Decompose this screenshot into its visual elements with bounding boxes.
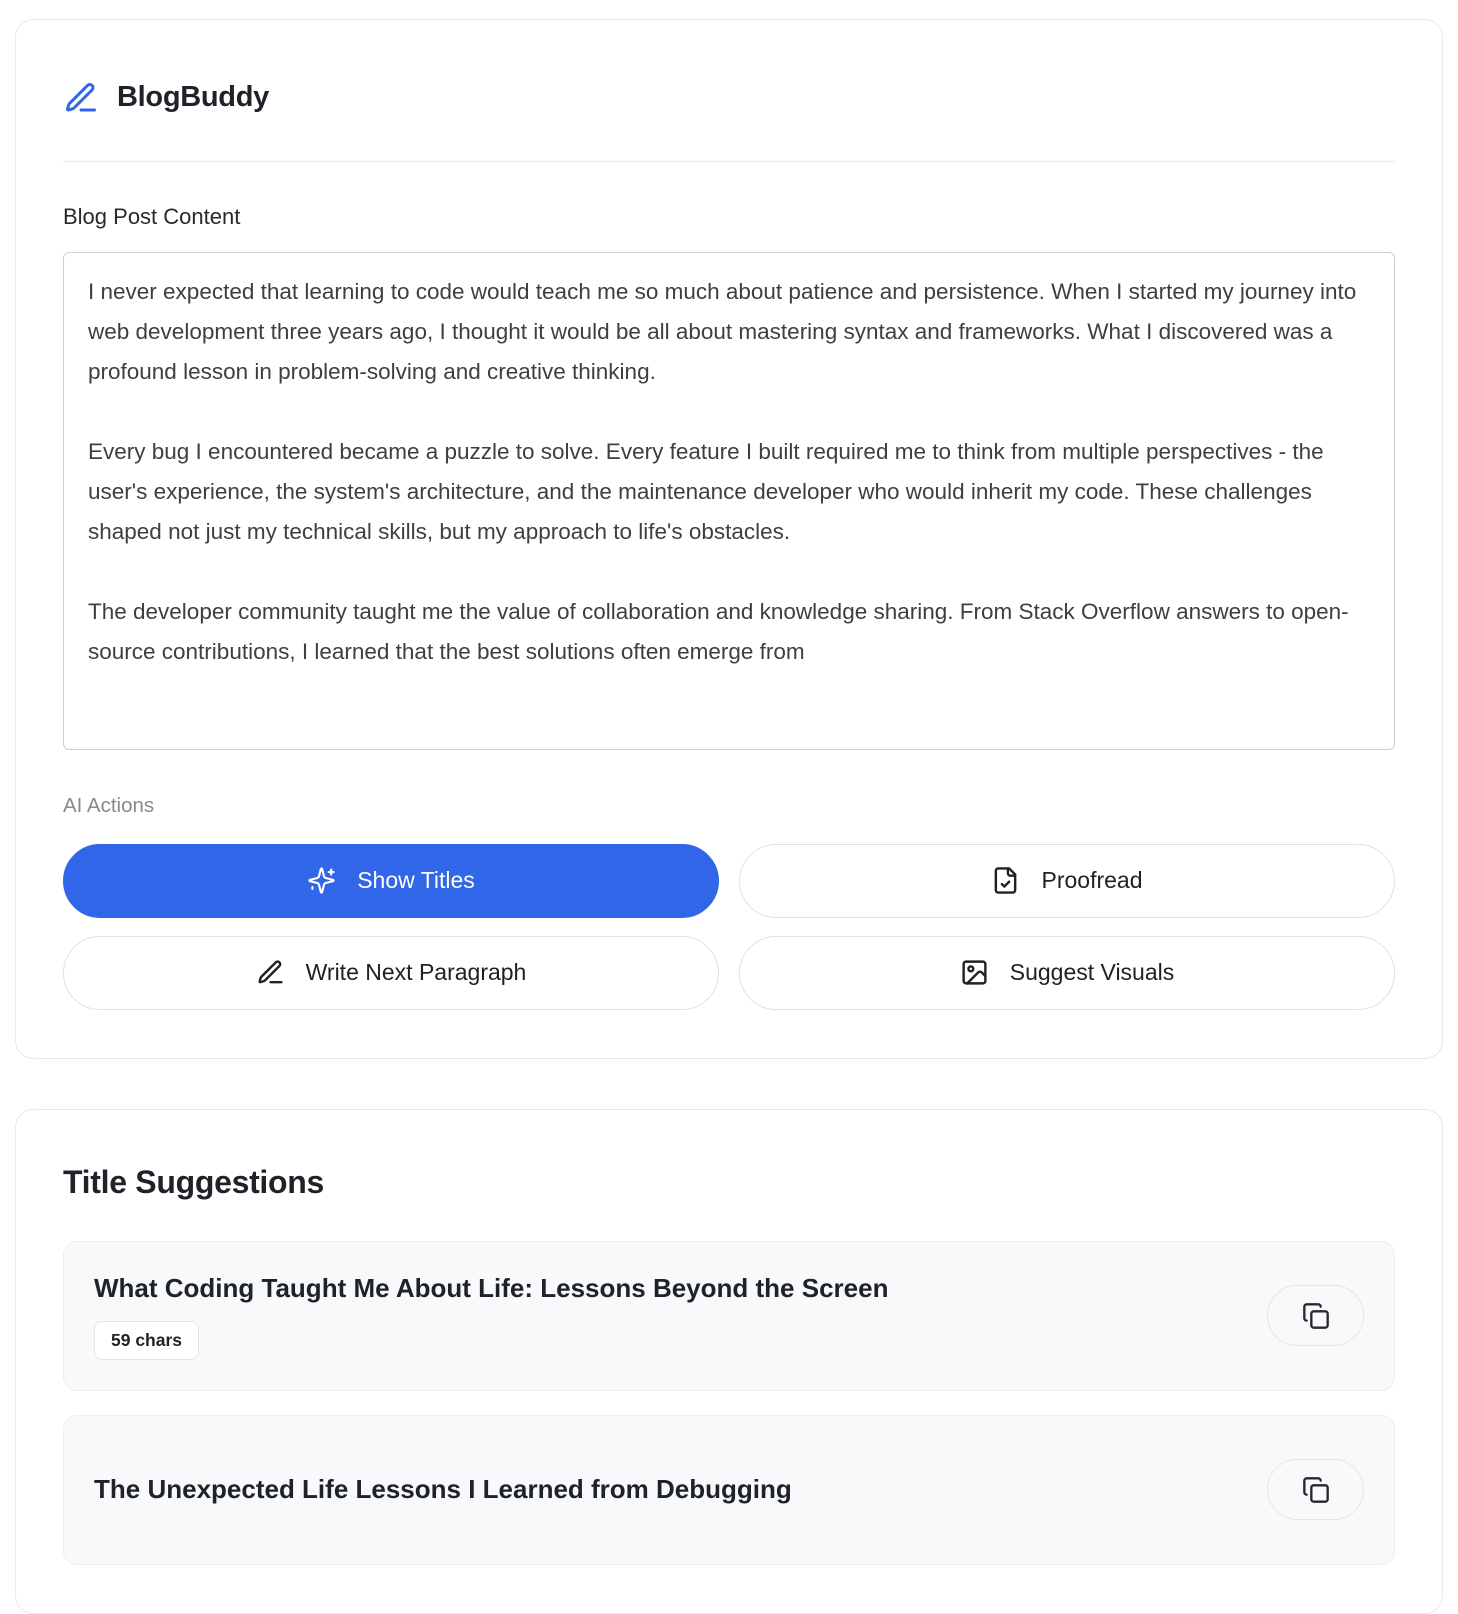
ai-actions-grid — [63, 844, 1395, 1010]
show-titles-button[interactable] — [63, 844, 719, 918]
copy-icon — [1302, 1476, 1330, 1504]
sparkles-icon — [307, 866, 336, 895]
app-title: BlogBuddy — [117, 81, 269, 114]
editor-card — [15, 19, 1443, 1059]
blog-content-textarea[interactable] — [63, 252, 1395, 750]
blog-content-label: Blog Post Content — [63, 203, 241, 229]
suggestion-title: What Coding Taught Me About Life: Lessons Beyond the Screen — [94, 1272, 889, 1303]
suggest-visuals-label: Suggest Visuals — [1009, 959, 1175, 986]
pen-logo-icon — [63, 80, 99, 116]
header-divider — [63, 161, 1395, 162]
page — [0, 19, 1458, 1614]
ai-actions-label: AI Actions — [63, 793, 155, 817]
write-next-paragraph-button[interactable] — [63, 936, 719, 1010]
app-header — [63, 62, 1395, 134]
image-icon — [960, 958, 989, 987]
copy-icon — [1302, 1302, 1330, 1330]
show-titles-label: Show Titles — [357, 867, 475, 894]
title-suggestions-card — [15, 1109, 1443, 1614]
write-next-paragraph-label: Write Next Paragraph — [305, 959, 527, 986]
copy-title-button[interactable] — [1267, 1285, 1364, 1346]
file-check-icon — [991, 866, 1020, 895]
copy-title-button[interactable] — [1267, 1459, 1364, 1520]
title-suggestion-item — [63, 1415, 1395, 1565]
suggest-visuals-button[interactable] — [739, 936, 1395, 1010]
proofread-label: Proofread — [1041, 867, 1143, 894]
title-suggestion-item — [63, 1241, 1395, 1391]
suggestion-text-block — [94, 1473, 792, 1507]
proofread-button[interactable] — [739, 844, 1395, 918]
pen-icon — [256, 958, 285, 987]
suggestion-title: The Unexpected Life Lessons I Learned from Debugging — [94, 1473, 792, 1504]
suggestion-text-block — [94, 1272, 888, 1360]
title-suggestions-heading: Title Suggestions — [63, 1163, 325, 1200]
char-count-badge: 59 chars — [94, 1321, 199, 1360]
